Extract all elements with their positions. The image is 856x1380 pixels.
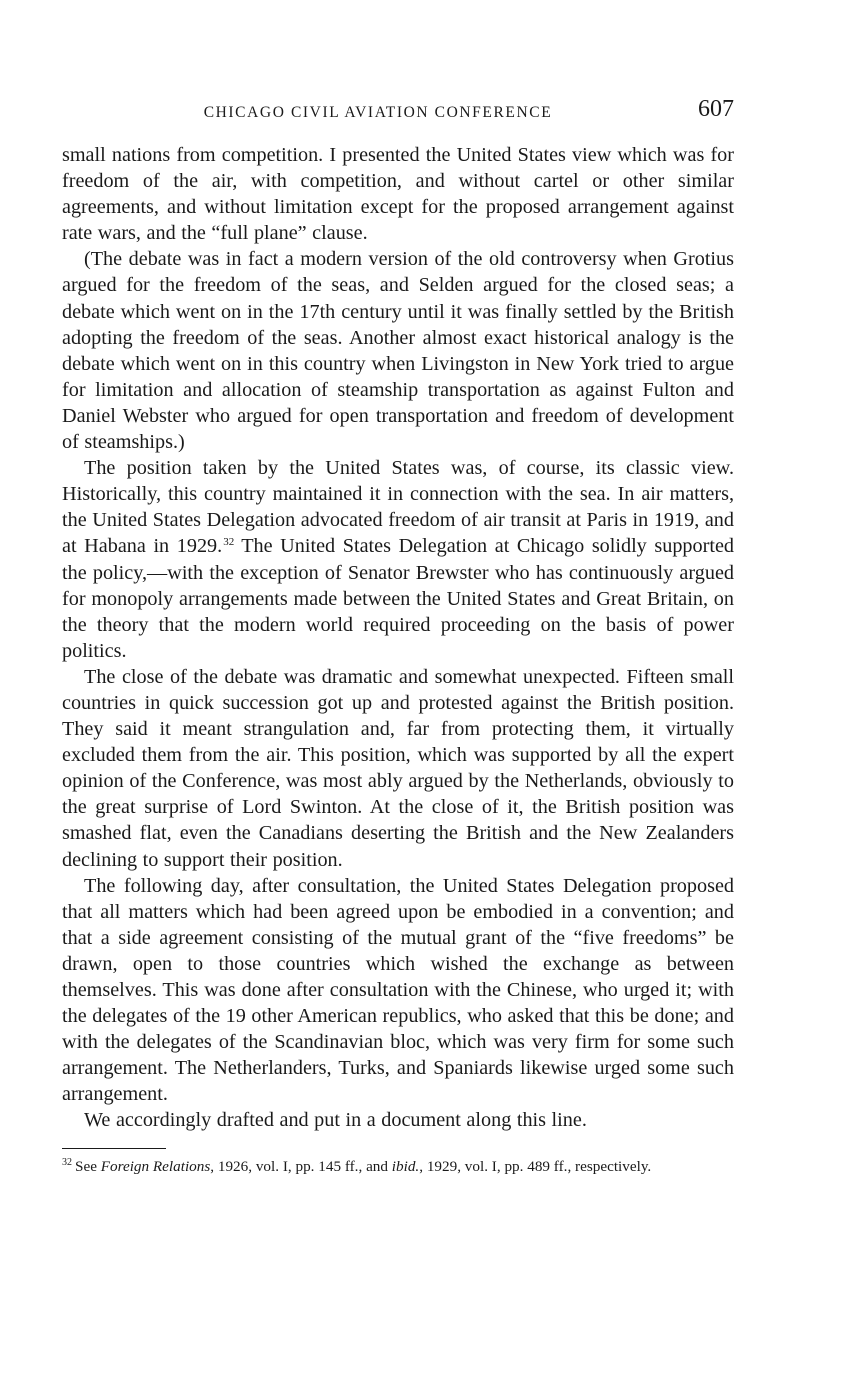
paragraph-following-day: The following day, after consultation, the United States Delegation proposed that all matters which had been agreed upon be embodied in a convention; and that a side agreement consisting of the mutual grant of the “five freedoms” be drawn, open to those countries which wished the exchange as between themselves. This was done after consultation with the Chinese, who urged it; with the delegates of the 19 other American republics, who asked that this be done; and with the delegates of the Scandinavian bloc, which was very firm for some such arrangement. The Netherlanders, Turks, and Spaniards likewise urged some such arrangement. — [62, 874, 734, 1106]
body-text — [62, 142, 734, 1134]
book-page — [62, 92, 734, 1176]
paragraph-grotius-selden: (The debate was in fact a modern version of the old controversy when Grotius argued for the freedom of the seas, and Selden argued for the closed seas; a debate which went on in the 17th century until it was finally settled by the British adopting the freedom of the seas. Another almost exact historical analogy is the debate which went on in this country when Livingston in New York tried to argue for limitation and allocation of steamship transportation as against Fulton and Daniel Webster who argued for open transportation and freedom of development of steamships.) — [62, 248, 734, 454]
running-head — [62, 92, 734, 128]
footnote — [62, 1157, 734, 1176]
footnote-part2: , 1929, vol. I, pp. 489 ff., respectively. — [419, 1157, 652, 1175]
paragraph-continued: small nations from competition. I presented the United States view which was for freedom of the air, with competition, and without cartel or other similar agreements, and without limitation except for the proposed arrangement against rate wars, and the “full plane” clause. — [62, 144, 734, 245]
footnote-see: See — [75, 1157, 97, 1175]
paragraph-text-after-ref: The United States Delegation at Chicago solidly supported the policy,—with the exception of Senator Brewster who has continuously argued for monopoly arrangements made between the United States and Great Britain, on the theory that the modern world required proceeding on the basis of power politics. — [62, 535, 735, 662]
footnote-reference: 32 — [223, 535, 235, 548]
running-title: CHICAGO CIVIL AVIATION CONFERENCE — [203, 104, 553, 121]
footnote-rule — [62, 1148, 166, 1149]
footnote-mark: 32 — [62, 1156, 72, 1168]
paragraph-united-states-position — [62, 455, 734, 664]
footnote-title: Foreign Relations — [100, 1157, 211, 1175]
paragraph-close-of-debate: The close of the debate was dramatic and somewhat unexpected. Fifteen small countries in quick succession got up and protested against the British position. They said it meant strangulation and, far from protecting them, it virtually excluded them from the air. This position, which was supported by all the expert opinion of the Conference, was most ably argued by the Netherlands, obviously to the great surprise of Lord Swinton. At the close of it, the British position was smashed flat, even the Canadians deserting the British and the New Zealanders declining to support their position. — [62, 665, 734, 871]
paragraph-text-before-ref: The position taken by the United States was, of course, its classic view. Historically, this country maintained it in connection with the sea. In air matters, the United States Delegation advocated freedom of air transit at Paris in 1919, and at Habana in 1929. — [62, 457, 734, 558]
paragraph-drafted-document: We accordingly drafted and put in a document along this line. — [84, 1109, 587, 1132]
page-number: 607 — [698, 96, 734, 122]
footnote-part1: , 1926, vol. I, pp. 145 ff., and — [210, 1157, 388, 1175]
footnote-ibid: ibid. — [391, 1157, 420, 1175]
